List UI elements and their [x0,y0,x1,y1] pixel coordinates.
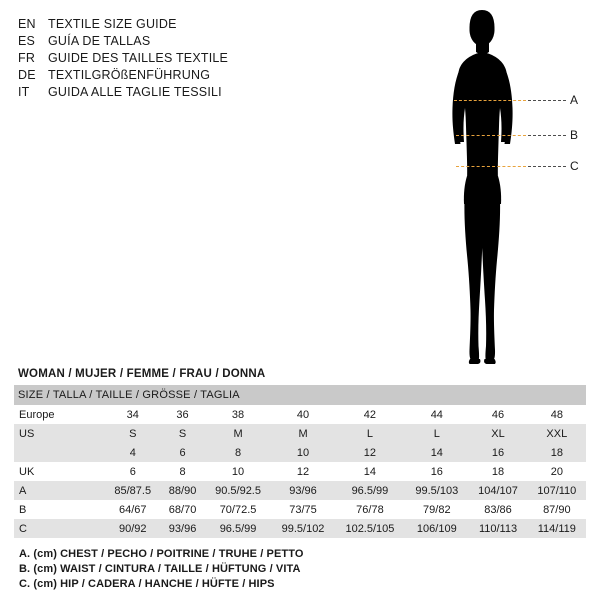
cell: 83/86 [468,500,527,519]
cell: 79/82 [405,500,468,519]
language-row [18,50,318,67]
cell: 106/109 [405,519,468,538]
cell: 42 [335,405,406,424]
table-header-label: SIZE / TALLA / TAILLE / GRÖSSE / TAGLIA [14,385,586,405]
cell: 14 [335,462,406,481]
cell: 90.5/92.5 [205,481,272,500]
measure-line-a [454,100,526,101]
size-table-section [14,368,586,592]
cell: 76/78 [335,500,406,519]
table-row [14,481,586,500]
cell: 48 [528,405,586,424]
cell: 99.5/103 [405,481,468,500]
cell: 4 [105,443,161,462]
cell: M [205,424,272,443]
table-row [14,519,586,538]
cell: M [271,424,334,443]
cell: 99.5/102 [271,519,334,538]
cell: 40 [271,405,334,424]
cell: 114/119 [528,519,586,538]
cell: 68/70 [161,500,205,519]
cell: 93/96 [161,519,205,538]
cell: 104/107 [468,481,527,500]
legend-line-c: C. (cm) HIP / CADERA / HANCHE / HÜFTE / HIPS [19,578,275,590]
measure-line-c [456,166,526,167]
measure-leader-a [528,100,566,101]
cell: XL [468,424,527,443]
legend-line-a: A. (cm) CHEST / PECHO / POITRINE / TRUHE / PETTO [19,548,304,560]
cell: 18 [528,443,586,462]
cell: 18 [468,462,527,481]
language-title: TEXTILE SIZE GUIDE [48,17,177,31]
female-silhouette-icon [420,8,595,373]
language-row [18,84,318,101]
measure-leader-b [528,135,566,136]
row-label: UK [14,462,105,481]
row-label: B [14,500,105,519]
cell: 44 [405,405,468,424]
cell: S [105,424,161,443]
measure-label-c: C [570,159,579,173]
cell: S [161,424,205,443]
cell: 64/67 [105,500,161,519]
legend-line-b: B. (cm) WAIST / CINTURA / TAILLE / HÜFTUNG / VITA [19,563,301,575]
table-row [14,443,586,462]
legend [14,547,586,592]
cell: 8 [205,443,272,462]
language-title: GUIDA ALLE TAGLIE TESSILI [48,85,222,99]
language-code: EN [18,17,36,31]
language-title: GUÍA DE TALLAS [48,34,151,48]
measure-label-b: B [570,128,579,142]
language-code: ES [18,34,36,48]
measure-label-a: A [570,93,579,107]
cell: 10 [271,443,334,462]
language-title: GUIDE DES TAILLES TEXTILE [48,51,229,65]
cell: 90/92 [105,519,161,538]
cell: 6 [161,443,205,462]
cell: 87/90 [528,500,586,519]
cell: 14 [405,443,468,462]
language-code: IT [18,85,30,99]
language-row [18,33,318,50]
measure-leader-c [528,166,566,167]
row-label: US [14,424,105,443]
cell: 34 [105,405,161,424]
language-code: DE [18,68,36,82]
language-list [18,16,318,101]
cell: L [335,424,406,443]
cell: 102.5/105 [335,519,406,538]
cell: 38 [205,405,272,424]
cell: 36 [161,405,205,424]
cell: 16 [405,462,468,481]
row-label: A [14,481,105,500]
cell: L [405,424,468,443]
cell: 12 [271,462,334,481]
table-header-row [14,385,586,405]
row-label [14,443,105,462]
cell: 96.5/99 [205,519,272,538]
cell: XXL [528,424,586,443]
cell: 8 [161,462,205,481]
cell: 93/96 [271,481,334,500]
row-label: Europe [14,405,105,424]
language-title: TEXTILGRÖßENFÜHRUNG [48,68,211,82]
cell: 16 [468,443,527,462]
cell: 10 [205,462,272,481]
language-code: FR [18,51,36,65]
table-row [14,462,586,481]
measure-line-b [456,135,526,136]
size-table [14,385,586,538]
cell: 107/110 [528,481,586,500]
group-title: WOMAN / MUJER / FEMME / FRAU / DONNA [18,368,266,380]
table-row [14,405,586,424]
language-row [18,67,318,84]
cell: 70/72.5 [205,500,272,519]
cell: 96.5/99 [335,481,406,500]
cell: 88/90 [161,481,205,500]
table-row [14,500,586,519]
table-row [14,424,586,443]
cell: 110/113 [468,519,527,538]
language-row [18,16,318,33]
cell: 6 [105,462,161,481]
cell: 73/75 [271,500,334,519]
cell: 85/87.5 [105,481,161,500]
cell: 20 [528,462,586,481]
row-label: C [14,519,105,538]
cell: 46 [468,405,527,424]
cell: 12 [335,443,406,462]
body-figure [420,8,595,373]
